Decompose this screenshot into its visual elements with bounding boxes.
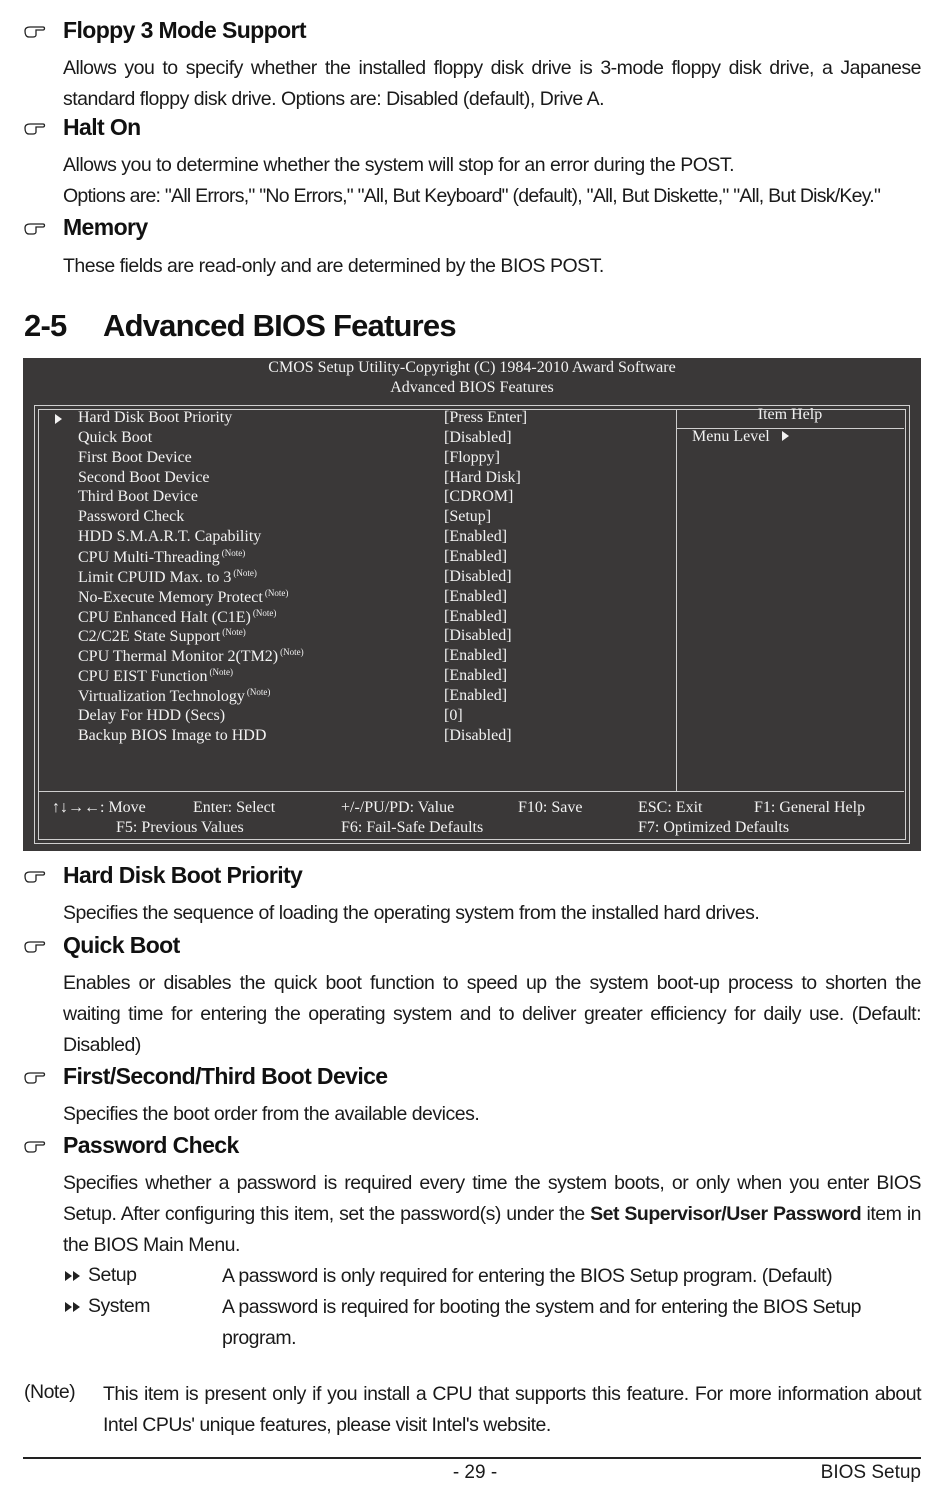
setting-value[interactable]: [Enabled] — [444, 667, 508, 685]
option-setup — [64, 1264, 136, 1287]
setting-label — [78, 488, 198, 506]
pointing-hand-icon — [24, 1070, 46, 1084]
setting-value[interactable]: [Enabled] — [444, 686, 508, 704]
menu-level — [692, 428, 781, 446]
bios-screen-title: Advanced BIOS Features — [390, 379, 554, 396]
setting-label-text: CPU Thermal Monitor 2(TM2) — [78, 648, 279, 666]
setting-label-text: CPU Enhanced Halt (C1E) — [78, 608, 251, 626]
setting-label — [78, 469, 210, 487]
setting-label — [78, 687, 270, 706]
double-arrow-icon — [64, 1270, 82, 1282]
item-heading-boot-device — [24, 1063, 388, 1090]
bios-setting-row[interactable] — [23, 647, 673, 667]
setting-label-text: CPU Multi-Threading — [78, 548, 220, 566]
triangle-right-icon — [782, 431, 789, 441]
pointing-hand-icon — [24, 869, 46, 883]
bold-menu-reference: Set Supervisor/User Password — [590, 1203, 862, 1225]
setting-label-text: HDD S.M.A.R.T. Capability — [78, 528, 262, 546]
item-heading-text: Memory — [63, 214, 148, 240]
bios-screen — [23, 358, 921, 851]
setting-label-text: CPU EIST Function — [78, 668, 208, 686]
setting-label-text: Second Boot Device — [78, 468, 210, 486]
item-description — [63, 1168, 921, 1261]
bios-setting-row[interactable] — [23, 488, 673, 508]
setting-label-text: Backup BIOS Image to HDD — [78, 726, 267, 744]
item-description — [63, 251, 921, 282]
setting-value[interactable]: [Disabled] — [444, 428, 512, 446]
bios-setting-row[interactable] — [23, 469, 673, 489]
bios-setting-row[interactable] — [23, 588, 673, 608]
note-marker: (Note) — [209, 667, 233, 678]
setting-label — [78, 588, 288, 607]
bios-footer-divider — [38, 791, 904, 792]
setting-label — [78, 449, 192, 467]
bios-setting-row[interactable] — [23, 608, 673, 628]
setting-value[interactable]: [Setup] — [444, 508, 492, 526]
paragraph: Specifies the boot order from the available devices. — [63, 1103, 480, 1125]
note-marker: (Note) — [280, 647, 304, 658]
option-name: System — [88, 1295, 151, 1317]
setting-value[interactable]: [CDROM] — [444, 488, 514, 506]
item-description — [63, 968, 921, 1061]
setting-label — [78, 608, 276, 627]
note-marker: (Note) — [222, 627, 246, 638]
paragraph: Specifies the sequence of loading the operating system from the installed hard drives. — [63, 902, 760, 924]
option-description: A password is required for booting the system and for entering the BIOS Setup program. — [222, 1296, 861, 1349]
setting-label — [78, 627, 246, 646]
setting-label — [78, 429, 152, 447]
setting-label-text: Third Boot Device — [78, 488, 198, 506]
setting-value[interactable]: [Disabled] — [444, 567, 512, 585]
item-heading-password-check — [24, 1132, 239, 1159]
option-description: A password is only required for entering the BIOS Setup program. (Default) — [222, 1265, 833, 1287]
note-marker: (Note) — [264, 587, 289, 598]
setting-label — [78, 548, 245, 567]
submenu-triangle-icon — [55, 414, 62, 424]
setting-label-text: Virtualization Technology — [78, 687, 245, 705]
note-marker: (Note) — [221, 547, 246, 558]
item-heading-hard-disk-boot-priority — [24, 862, 302, 889]
item-heading-text: Quick Boot — [63, 932, 180, 958]
paragraph: Allows you to specify whether the installed floppy disk drive is 3-mode floppy disk drive, a Japanese standard floppy disk drive. Options are: Disabled (default), Drive A. — [63, 57, 921, 110]
footer-move: ↑↓→←: Move — [52, 799, 146, 816]
footer-rule — [23, 1457, 921, 1459]
text-run: Specifies whether a password is required every time the system boots, or only when you enter BIOS Setup. After configuring this item, set the password(s) under the — [63, 1172, 921, 1225]
item-description — [63, 898, 921, 929]
item-heading-floppy-3-mode — [24, 17, 306, 44]
paragraph: Options are: "All Errors," "No Errors," "All, But Keyboard" (default), "All, But Diskette," "All, But Disk/Key." — [63, 185, 881, 207]
setting-label — [78, 568, 257, 587]
bios-setting-row[interactable] — [23, 687, 673, 707]
item-heading-halt-on — [24, 114, 141, 141]
footer-save: F10: Save — [518, 799, 583, 816]
paragraph: These fields are read-only and are determined by the BIOS POST. — [63, 255, 604, 277]
bios-setting-row[interactable] — [23, 429, 673, 449]
setting-value[interactable]: [Disabled] — [444, 627, 512, 645]
item-description — [63, 150, 921, 212]
page-number: - 29 - — [452, 1462, 498, 1483]
setting-label-text: C2/C2E State Support — [78, 628, 221, 646]
footer-exit: ESC: Exit — [638, 799, 703, 816]
section-title-text: Advanced BIOS Features — [103, 308, 456, 343]
bios-divider — [676, 409, 677, 791]
bios-setting-row[interactable] — [23, 707, 673, 727]
text-run: item in the BIOS Main Menu. — [63, 1203, 921, 1256]
item-heading-quick-boot — [24, 932, 180, 959]
item-help-title: Item Help — [757, 406, 823, 423]
setting-label — [78, 528, 261, 546]
menu-level-label: Menu Level — [692, 428, 770, 445]
setting-label — [78, 707, 225, 725]
option-system — [64, 1295, 150, 1318]
setting-label-text: No-Execute Memory Protect — [78, 588, 263, 606]
pointing-hand-icon — [24, 939, 46, 953]
bios-setting-row[interactable] — [23, 568, 673, 588]
footer-previous-values: F5: Previous Values — [116, 819, 244, 836]
footer-select: Enter: Select — [193, 799, 276, 816]
setting-label — [78, 727, 266, 745]
paragraph: Allows you to determine whether the system will stop for an error during the POST. — [63, 154, 735, 176]
item-heading-text: Floppy 3 Mode Support — [63, 17, 306, 43]
setting-value[interactable]: [Hard Disk] — [444, 468, 521, 486]
note-marker: (Note) — [233, 567, 257, 578]
bios-setting-row[interactable] — [23, 627, 673, 647]
setting-label-text: Delay For HDD (Secs) — [78, 706, 226, 724]
setting-value[interactable]: [0] — [444, 706, 463, 724]
note-marker: (Note) — [246, 686, 271, 697]
pointing-hand-icon — [24, 121, 46, 135]
setting-label — [78, 667, 233, 686]
item-heading-text: Halt On — [63, 114, 141, 140]
item-heading-memory — [24, 214, 148, 241]
note-marker: (Note) — [252, 607, 277, 618]
item-description — [63, 53, 921, 115]
option-name: Setup — [88, 1264, 137, 1286]
setting-value[interactable]: [Press Enter] — [444, 409, 528, 426]
setting-value[interactable]: [Enabled] — [444, 607, 508, 625]
setting-value[interactable]: [Enabled] — [444, 547, 508, 565]
section-title — [24, 308, 456, 344]
paragraph: Enables or disables the quick boot function to speed up the system boot-up process to shorten the waiting time for entering the operating system and to deliver greater efficiency for daily use. (Default: Disabled) — [63, 972, 921, 1056]
bios-setting-row[interactable] — [23, 667, 673, 687]
setting-label — [78, 647, 304, 666]
item-heading-text: First/Second/Third Boot Device — [63, 1063, 388, 1089]
setting-value[interactable]: [Floppy] — [444, 448, 500, 466]
setting-label-text: Password Check — [78, 508, 185, 526]
pointing-hand-icon — [24, 24, 46, 38]
bios-setting-row[interactable] — [23, 508, 673, 528]
bios-setting-row[interactable] — [23, 727, 673, 747]
bios-setting-row[interactable] — [23, 449, 673, 469]
setting-value[interactable]: [Enabled] — [444, 647, 508, 665]
setting-value[interactable]: [Disabled] — [444, 726, 512, 744]
item-heading-text: Password Check — [63, 1132, 239, 1158]
setting-label-text: Hard Disk Boot Priority — [78, 409, 233, 426]
item-heading-text: Hard Disk Boot Priority — [63, 862, 303, 888]
pointing-hand-icon — [24, 221, 46, 235]
setting-value[interactable]: [Enabled] — [444, 528, 508, 546]
note-text: This item is present only if you install a CPU that supports this feature. For more information about Intel CPUs' unique features, please visit Intel's website. — [103, 1383, 921, 1436]
footer-section-name: BIOS Setup — [820, 1462, 921, 1483]
pointing-hand-icon — [24, 1139, 46, 1153]
bios-setting-row[interactable] — [23, 409, 673, 429]
setting-label-text: Quick Boot — [78, 428, 153, 446]
bios-setting-row[interactable] — [23, 528, 673, 548]
footer-failsafe-defaults: F6: Fail-Safe Defaults — [341, 819, 484, 836]
bios-copyright: CMOS Setup Utility-Copyright (C) 1984-2010 Award Software — [268, 359, 676, 376]
footer-value: +/-/PU/PD: Value — [341, 799, 455, 816]
setting-label-text: Limit CPUID Max. to 3 — [78, 568, 232, 586]
setting-label-text: First Boot Device — [78, 448, 192, 466]
footer-optimized-defaults: F7: Optimized Defaults — [638, 819, 790, 836]
setting-label — [78, 508, 184, 526]
footer-help: F1: General Help — [754, 799, 866, 816]
section-number: 2-5 — [24, 308, 67, 343]
paragraph — [63, 1168, 921, 1261]
item-description — [63, 1099, 921, 1130]
setting-value[interactable]: [Enabled] — [444, 587, 508, 605]
note-label: (Note) — [24, 1381, 76, 1403]
bios-setting-row[interactable] — [23, 548, 673, 568]
setting-label — [78, 409, 232, 427]
double-arrow-icon — [64, 1301, 82, 1313]
